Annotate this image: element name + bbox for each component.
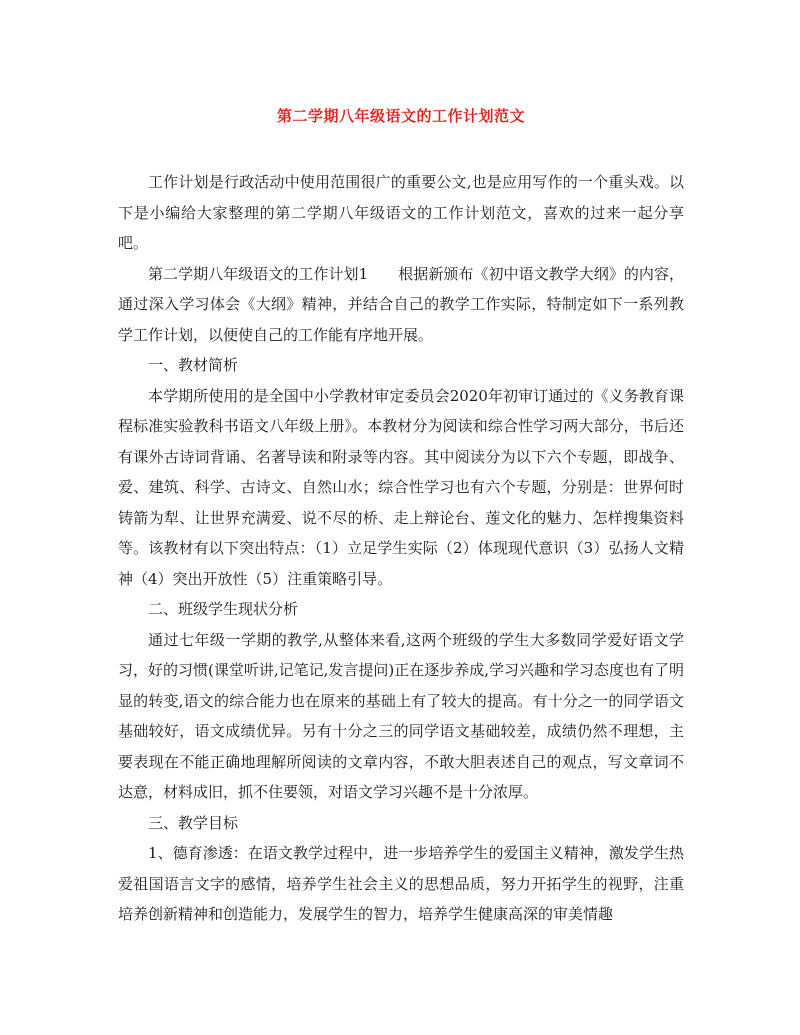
paragraph-students: 通过七年级一学期的教学,从整体来看,这两个班级的学生大多数同学爱好语文学习，好的习惯(课堂听讲,记笔记,发言提问)正在逐步养成,学习兴趣和学习态度也有了明显的转变,语文的综合能力也在原来的基础上有了较大的提高。有十分之一的同学语文基础较好，语文成绩优异。另有十分之三的同学语文基础较差，成绩仍然不理想，主要表现在不能正确地理解所阅读的文章内容，不敢大胆表述自己的观点，写文章词不达意，材料成旧，抓不住要领，对语文学习兴趣不是十分浓厚。: [118, 630, 685, 801]
section-heading-students: 二、班级学生现状分析: [148, 600, 299, 618]
paragraph-plan-intro: 第二学期八年级语文的工作计划1 根据新颁布《初中语文教学大纲》的内容，通过深入学习体会《大纲》精神，并结合自己的教学工作实际，特制定如下一系列教学工作计划，以便使自己的工作能有序地开展。: [118, 264, 684, 344]
paragraph-intro: 工作计划是行政活动中使用范围很广的重要公文,也是应用写作的一个重头戏。以下是小编给大家整理的第二学期八年级语文的工作计划范文，喜欢的过来一起分享吧。: [118, 173, 684, 252]
document-body: [118, 167, 684, 930]
section-heading-textbook: 一、教材简析: [148, 356, 239, 374]
section-heading-goals: 三、教学目标: [148, 813, 239, 832]
paragraph-goals: 1、德育渗透：在语文教学过程中，进一步培养学生的爱国主义精神，激发学生热爱祖国语言文字的感情，培养学生社会主义的思想品质，努力开拓学生的视野，注重培养创新精神和创造能力，发展学生的智力，培养学生健康高深的审美情趣: [118, 844, 684, 923]
paragraph-textbook: 本学期所使用的是全国中小学教材审定委员会2020年初审订通过的《义务教育课程标准实验教科书语文八年级上册》。本教材分为阅读和综合性学习两大部分，书后还有课外古诗词背诵、名著导读和附录等内容。其中阅读分为以下六个专题，即战争、爱、建筑、科学、古诗文、自然山水；综合性学习也有六个专题，分别是：世界何时铸箭为犁、让世界充满爱、说不尽的桥、走上辩论台、莲文化的魅力、怎样搜集资料等。该教材有以下突出特点：（1）立足学生实际（2）体现现代意识（3）弘扬人文精神（4）突出开放性（5）注重策略引导。: [118, 386, 684, 588]
document-title: 第二学期八年级语文的工作计划范文: [276, 107, 525, 125]
